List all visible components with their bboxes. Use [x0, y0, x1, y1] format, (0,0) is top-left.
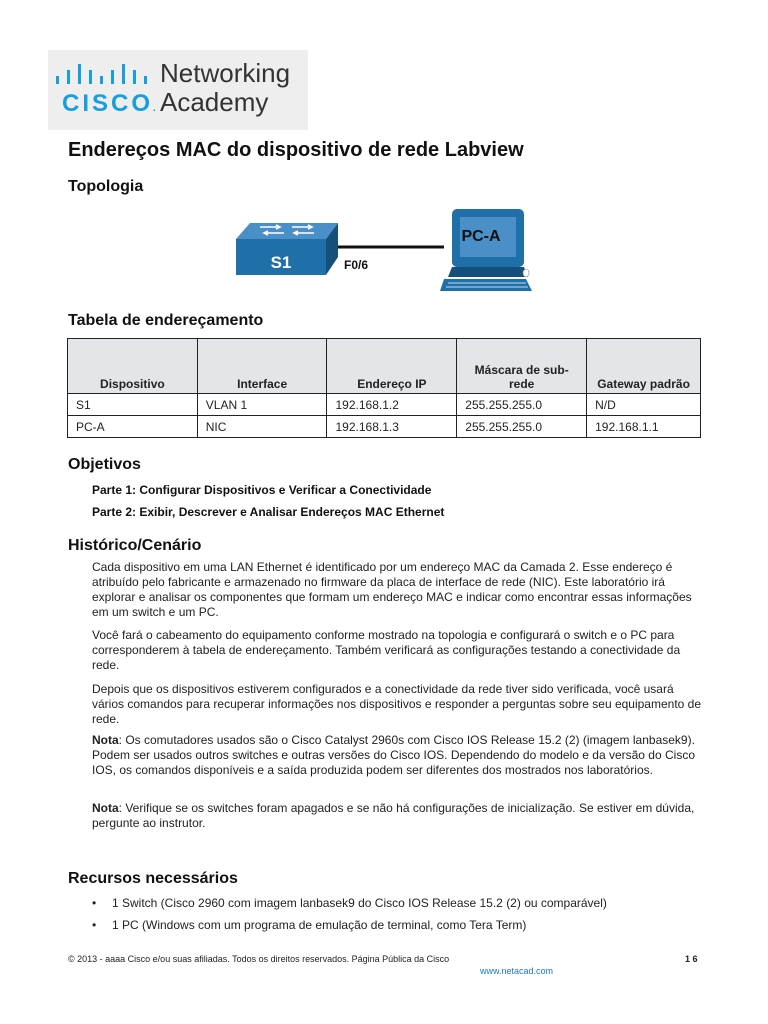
background-paragraph-2: Você fará o cabeamento do equipamento conforme mostrado na topologia e configurará o switch e o PC para corresponderem à tabela de endereçamento. Também verificará as configurações testando a conectividade da rede.	[92, 628, 681, 672]
table-cell: 192.168.1.2	[327, 394, 457, 416]
background-paragraph-3: Depois que os dispositivos estiverem configurados e a conectividade da rede tiver sido verificada, você usará vários comandos para recuperar informações nos dispositivos e responder a perguntas sobre seu equipamento de rede.	[92, 682, 702, 726]
objective-item: Parte 2: Exibir, Descrever e Analisar Endereços MAC Ethernet	[92, 505, 445, 519]
table-header: Endereço IP	[327, 339, 457, 394]
table-cell: 192.168.1.1	[587, 416, 701, 438]
topology-diagram	[226, 205, 546, 305]
table-header-row	[68, 339, 701, 394]
logo-academy-text: Academy	[160, 87, 269, 117]
topology-heading: Topologia	[68, 178, 144, 195]
cisco-bars-icon	[54, 62, 150, 90]
pc-icon	[440, 209, 532, 291]
bullet-icon: •	[92, 896, 97, 910]
addressing-table-heading: Tabela de endereçamento	[68, 312, 264, 329]
resource-list-item: • 1 Switch (Cisco 2960 com imagem lanbasek9 do Cisco IOS Release 15.2 (2) ou comparável)	[92, 896, 607, 910]
cisco-wordmark: CISCO.	[62, 90, 159, 117]
objectives-heading: Objetivos	[68, 456, 141, 473]
footer-copyright: © 2013 - aaaa Cisco e/ou suas afiliadas. Todos os direitos reservados. Página Pública da Cisco	[68, 954, 450, 964]
table-row	[68, 416, 701, 438]
table-cell: PC-A	[68, 416, 198, 438]
table-cell: NIC	[197, 416, 327, 438]
switch-label: S1	[270, 253, 292, 272]
note-text: : Os comutadores usados são o Cisco Catalyst 2960s com Cisco IOS Release 15.2 (2) (imagem lanbasek9). Podem ser usados outros switches e outras versões do Cisco IOS. Dependendo do modelo e da versão do Cisco IOS, os comandos disponíveis e a saída produzida podem ser diferentes dos mostrados nos laboratórios.	[92, 733, 695, 777]
objective-item: Parte 1: Configurar Dispositivos e Verificar a Conectividade	[92, 483, 432, 497]
pc-label: PC-A	[461, 228, 501, 245]
cisco-networking-academy-logo	[48, 50, 308, 130]
background-paragraph-1: Cada dispositivo em uma LAN Ethernet é identificado por um endereço MAC da Camada 2. Esse endereço é atribuído pelo fabricante e armazenado no firmware da placa de interface de rede (NIC). Este laboratório irá explorar e analisar os componentes que formam um endereço MAC e indicar como encontrar essas informações em um switch e um PC.	[92, 560, 692, 619]
table-cell: 192.168.1.3	[327, 416, 457, 438]
page-title: Endereços MAC do dispositivo de rede Labview	[68, 139, 524, 161]
note-label: Nota	[92, 801, 119, 815]
table-header: Dispositivo	[68, 339, 198, 394]
note-paragraph-1	[92, 733, 704, 778]
footer-link[interactable]: www.netacad.com	[480, 966, 554, 976]
note-text: : Verifique se os switches foram apagados e se não há configurações de inicialização. Se estiver em dúvida, pergunte ao instrutor.	[92, 801, 695, 830]
table-header: Gateway padrão	[587, 339, 701, 394]
table-cell: S1	[68, 394, 198, 416]
table-cell: N/D	[587, 394, 701, 416]
note-paragraph-2	[92, 801, 704, 831]
table-cell: VLAN 1	[197, 394, 327, 416]
resource-list-item: • 1 PC (Windows com um programa de emulação de terminal, como Tera Term)	[92, 918, 527, 932]
port-label: F0/6	[344, 258, 369, 272]
table-row	[68, 394, 701, 416]
logo-networking-text: Networking	[160, 58, 291, 88]
table-header: Interface	[197, 339, 327, 394]
footer-page-number: 1 6	[685, 954, 698, 964]
table-header: Máscara de sub-rede	[457, 339, 587, 394]
table-cell: 255.255.255.0	[457, 394, 587, 416]
note-label: Nota	[92, 733, 119, 747]
resources-heading: Recursos necessários	[68, 870, 238, 887]
background-heading: Histórico/Cenário	[68, 537, 202, 554]
bullet-icon: •	[92, 918, 97, 932]
addressing-table	[67, 338, 701, 438]
table-cell: 255.255.255.0	[457, 416, 587, 438]
